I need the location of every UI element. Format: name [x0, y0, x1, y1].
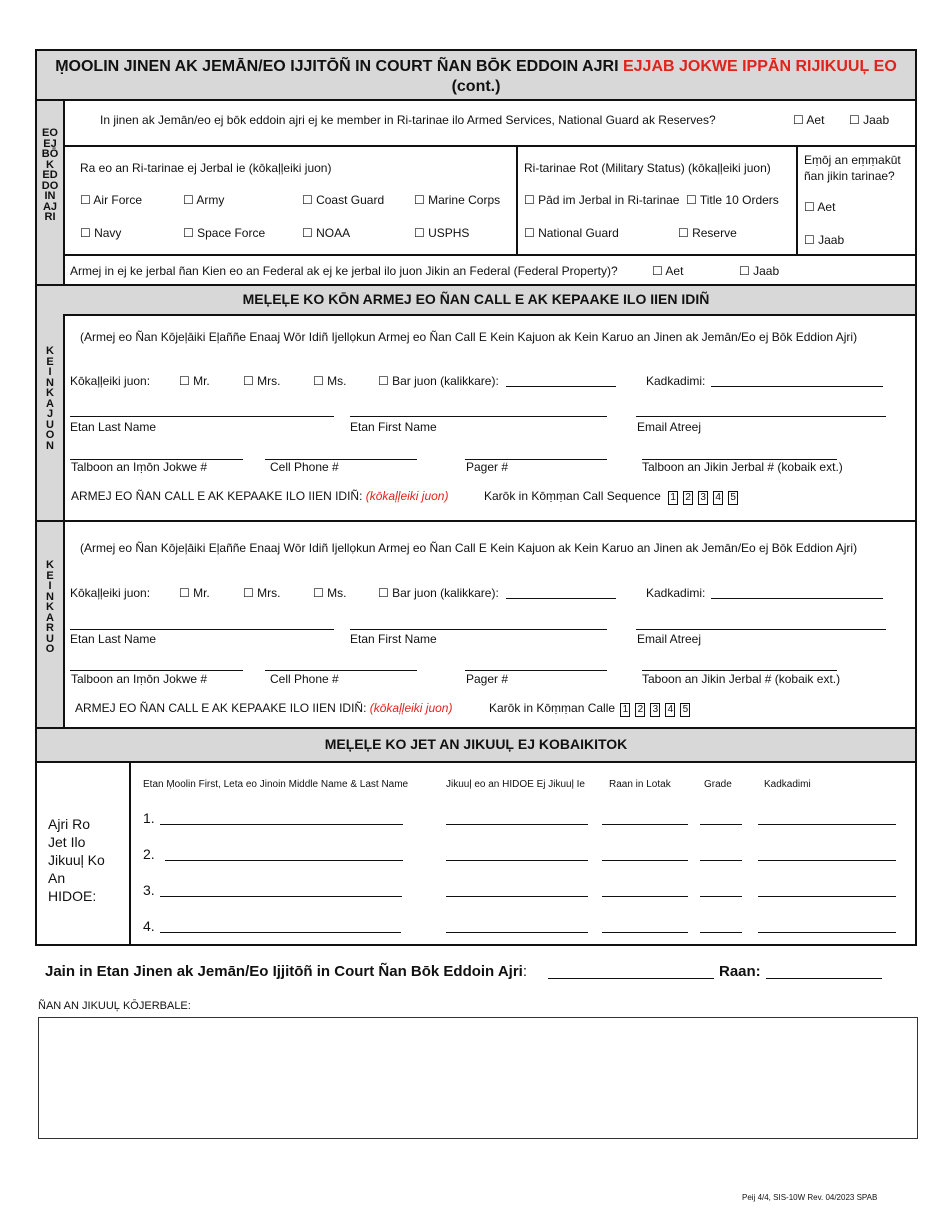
deploy-label-line1: Eṃōj an eṃṃakūt [804, 153, 901, 167]
branch-label: Ra eo an Ri-tarinae ej Jerbal ie (kōkaļļeiki juon) [80, 161, 332, 175]
contact1-first-name-field[interactable] [350, 416, 607, 417]
deploy-label-line2: ñan jikin tarinae? [804, 169, 895, 183]
sibling-row-number: 1. [143, 810, 155, 826]
sibling-row-number: 3. [143, 882, 155, 898]
branch-noaa[interactable]: ☐ NOAA [302, 226, 351, 240]
contact2-other-field[interactable] [506, 598, 616, 599]
col-grade: Grade [704, 779, 732, 790]
sibling-grade-field[interactable] [700, 860, 742, 861]
sibling-school-field[interactable] [446, 932, 588, 933]
sibling-row-number: 2. [143, 846, 155, 862]
signature-colon: : [522, 963, 528, 980]
divider [63, 254, 915, 256]
seq-box-3[interactable]: 3 [650, 703, 660, 717]
branch-usphs[interactable]: ☐ USPHS [414, 226, 470, 240]
contact1-last-name-field[interactable] [70, 416, 334, 417]
contact2-cell-label: Cell Phone # [270, 672, 339, 686]
sibling-grade-field[interactable] [700, 896, 742, 897]
military-yes-checkbox[interactable]: ☐ Aet [793, 113, 825, 127]
sibling-grade-field[interactable] [700, 824, 742, 825]
sibling-school-field[interactable] [446, 896, 588, 897]
sibling-date-field[interactable] [758, 932, 896, 933]
contact1-email-label: Email Atreej [637, 420, 702, 434]
page-footer: Peij 4/4, SIS-10W Rev. 04/2023 SPAB [742, 1193, 878, 1202]
status-label: Ri-tarinae Rot (Military Status) (kōkaļļeiki juon) [524, 161, 771, 175]
divider [516, 145, 518, 255]
contact2-call-red: (kōkaļļeiki juon) [369, 701, 453, 715]
sibling-name-field[interactable] [160, 932, 401, 933]
page-title: ṂOOLIN JINEN AK JEMĀN/EO IJJITŌÑ IN COURT ÑAN BŌK EDDOIN AJRI EJJAB JOKWE IPPĀN RIJIKUUĻ EO (cont.) [55, 58, 897, 95]
seq-box-2[interactable]: 2 [683, 491, 693, 505]
seq-box-5[interactable]: 5 [680, 703, 690, 717]
signature-date-label: Raan: [719, 963, 761, 980]
contact1-home-label: Talboon an Iṃōn Jokwe # [71, 460, 208, 474]
seq-box-3[interactable]: 3 [698, 491, 708, 505]
contact2-title-label: Kōkaļļeiki juon: [70, 586, 151, 600]
military-no-checkbox[interactable]: ☐ Jaab [849, 113, 890, 127]
military-question: In jinen ak Jemān/eo ej bōk eddoin ajri ej ke member in Ri-tarinae ilo Armed Services, National Guard ak Reserves? [100, 113, 716, 127]
sibling-date-field[interactable] [758, 824, 896, 825]
contact2-work-label: Taboon an Jikin Jerbal # (kobaik ext.) [642, 672, 841, 686]
sibling-date-field[interactable] [758, 860, 896, 861]
sibling-dob-field[interactable] [602, 860, 688, 861]
branch-air-force[interactable]: ☐ Air Force [80, 193, 143, 207]
contact1-other[interactable]: ☐ Bar juon (kalikkare): [378, 374, 499, 388]
branch-army[interactable]: ☐ Army [183, 193, 225, 207]
contact2-first-label: Etan First Name [350, 632, 437, 646]
contact1-date-field[interactable] [711, 386, 883, 387]
contact2-other[interactable]: ☐ Bar juon (kalikkare): [378, 586, 499, 600]
contact1-ms[interactable]: ☐ Ms. [313, 374, 347, 388]
contact2-note: (Armej eo Ñan Kōjeļāiki Eļaññe Enaaj Wōr Idiñ Ijellọkun Armej eo Ñan Call E Kein Kajuon ak Kein Karuo an Jinen ak Jemān/Eo ej Bōk Eddion Ajri) [80, 541, 858, 555]
title-cont: (cont.) [451, 78, 501, 95]
office-label: ÑAN AN JIKUUĻ KŌJERBALE: [38, 1000, 191, 1012]
deploy-yes-checkbox[interactable]: ☐ Aet [804, 200, 836, 214]
title-red: EJJAB JOKWE IPPĀN RIJIKUUĻ EO [622, 58, 897, 75]
contact2-email-field[interactable] [636, 629, 886, 630]
military-side-label: EO EJ BŌ K ED DO IN AJ RI [41, 127, 59, 223]
contact1-mrs[interactable]: ☐ Mrs. [243, 374, 281, 388]
branch-space-force[interactable]: ☐ Space Force [183, 226, 266, 240]
divider [63, 145, 915, 147]
contact2-ms[interactable]: ☐ Ms. [313, 586, 347, 600]
seq-box-4[interactable]: 4 [665, 703, 675, 717]
signature-label: Jain in Etan Jinen ak Jemān/Eo Ijjitōñ in Court Ñan Bōk Eddoin Ajri: [45, 963, 528, 980]
contact1-date-label: Kadkadimi: [646, 374, 706, 388]
contact1-side-label: K E I N K A J U O N [45, 345, 55, 452]
contact2-date-field[interactable] [711, 598, 883, 599]
contact2-last-name-field[interactable] [70, 629, 334, 630]
contact1-seq-label: Karōk in Kōṃṃan Call Sequence 1 2 3 4 5 [484, 489, 743, 505]
divider [37, 520, 915, 522]
contact1-title-label: Kōkaļļeiki juon: [70, 374, 151, 388]
sibling-dob-field[interactable] [602, 932, 688, 933]
contact1-pager-label: Pager # [466, 460, 509, 474]
branch-marine-corps[interactable]: ☐ Marine Corps [414, 193, 501, 207]
contact1-first-label: Etan First Name [350, 420, 437, 434]
contact1-other-field[interactable] [506, 386, 616, 387]
sibling-dob-field[interactable] [602, 824, 688, 825]
federal-no-checkbox[interactable]: ☐ Jaab [739, 264, 780, 278]
sibling-school-field[interactable] [446, 860, 588, 861]
contact2-email-label: Email Atreej [637, 632, 702, 646]
signature-field[interactable] [548, 978, 714, 979]
sibling-name-field[interactable] [160, 824, 403, 825]
seq-box-1[interactable]: 1 [620, 703, 630, 717]
office-use-box[interactable] [38, 1017, 918, 1139]
seq-box-1[interactable]: 1 [668, 491, 678, 505]
deploy-no-checkbox[interactable]: ☐ Jaab [804, 233, 845, 247]
sibling-school-field[interactable] [446, 824, 588, 825]
seq-box-4[interactable]: 4 [713, 491, 723, 505]
branch-navy[interactable]: ☐ Navy [80, 226, 122, 240]
contact2-pager-label: Pager # [466, 672, 509, 686]
status-national-guard[interactable]: ☐ National Guard [524, 226, 619, 240]
siblings-header: MEĻEĻE KO JET AN JIKUUĻ EJ KOBAIKITOK [324, 736, 628, 752]
contact2-mrs[interactable]: ☐ Mrs. [243, 586, 281, 600]
status-reserve[interactable]: ☐ Reserve [678, 226, 737, 240]
status-title-10[interactable]: ☐ Title 10 Orders [686, 193, 779, 207]
divider [796, 145, 798, 255]
contact2-cell-field[interactable] [265, 670, 417, 671]
signature-date-field[interactable] [766, 978, 882, 979]
contact2-date-label: Kadkadimi: [646, 586, 706, 600]
federal-yes-checkbox[interactable]: ☐ Aet [652, 264, 684, 278]
contact2-side-label: K E I N K A R U O [45, 559, 55, 655]
contact2-last-label: Etan Last Name [70, 632, 157, 646]
contact2-pager-field[interactable] [465, 670, 607, 671]
contact1-call-label: ARMEJ EO ÑAN CALL E AK KEPAAKE ILO IIEN IDIÑ: (kōkaļļeiki juon) [71, 489, 449, 503]
sibling-name-field[interactable] [165, 860, 403, 861]
sibling-grade-field[interactable] [700, 932, 742, 933]
divider [63, 101, 65, 284]
col-name: Etan Ṃoolin First, Leta eo Jinoin Middle Name & Last Name [143, 779, 409, 790]
col-school: Jikuuļ eo an HIDOE Ej Jikuuļ Ie [446, 779, 585, 790]
status-active-duty[interactable]: ☐ Pād im Jerbal in Ri-tarinae [524, 193, 680, 207]
seq-box-2[interactable]: 2 [635, 703, 645, 717]
sibling-name-field[interactable] [160, 896, 402, 897]
contact1-email-field[interactable] [636, 416, 886, 417]
sibling-dob-field[interactable] [602, 896, 688, 897]
contact1-last-label: Etan Last Name [70, 420, 157, 434]
contact1-call-red: (kōkaļļeiki juon) [365, 489, 449, 503]
sibling-date-field[interactable] [758, 896, 896, 897]
siblings-side-label: Ajri Ro Jet Ilo Jikuuļ Ko An HIDOE: [48, 816, 105, 904]
seq-box-5[interactable]: 5 [728, 491, 738, 505]
contacts-header: MEĻEĻE KO KŌN ARMEJ EO ÑAN CALL E AK KEPAAKE ILO IIEN IDIÑ [242, 291, 710, 307]
federal-question: Armej in ej ke jerbal ñan Kien eo an Federal ak ej ke jerbal ilo juon Jikin an Federal (Federal Property)? [70, 264, 618, 278]
contact1-note: (Armej eo Ñan Kōjeļāiki Eļaññe Enaaj Wōr Idiñ Ijellọkun Armej eo Ñan Call E Kein Kajuon ak Kein Karuo an Jinen ak Jemān/Eo ej Bōk Eddion Ajri) [80, 330, 858, 344]
contact1-cell-label: Cell Phone # [270, 460, 339, 474]
contact2-home-field[interactable] [70, 670, 243, 671]
contact2-home-label: Talboon an Iṃōn Jokwe # [71, 672, 208, 686]
contact2-work-field[interactable] [642, 670, 837, 671]
contact2-mr[interactable]: ☐ Mr. [179, 586, 210, 600]
divider [129, 761, 131, 944]
col-dob: Raan in Lotak [609, 779, 671, 790]
contact2-call-label: ARMEJ EO ÑAN CALL E AK KEPAAKE ILO IIEN IDIÑ: (kōkaļļeiki juon) [75, 701, 453, 715]
contact2-first-name-field[interactable] [350, 629, 607, 630]
branch-coast-guard[interactable]: ☐ Coast Guard [302, 193, 385, 207]
col-date: Kadkadimi [764, 779, 811, 790]
sibling-row-number: 4. [143, 918, 155, 934]
contact1-work-label: Talboon an Jikin Jerbal # (kobaik ext.) [642, 460, 843, 474]
contact2-seq-label: Karōk in Kōṃṃan Calle 1 2 3 4 5 [489, 701, 695, 717]
contact1-mr[interactable]: ☐ Mr. [179, 374, 210, 388]
